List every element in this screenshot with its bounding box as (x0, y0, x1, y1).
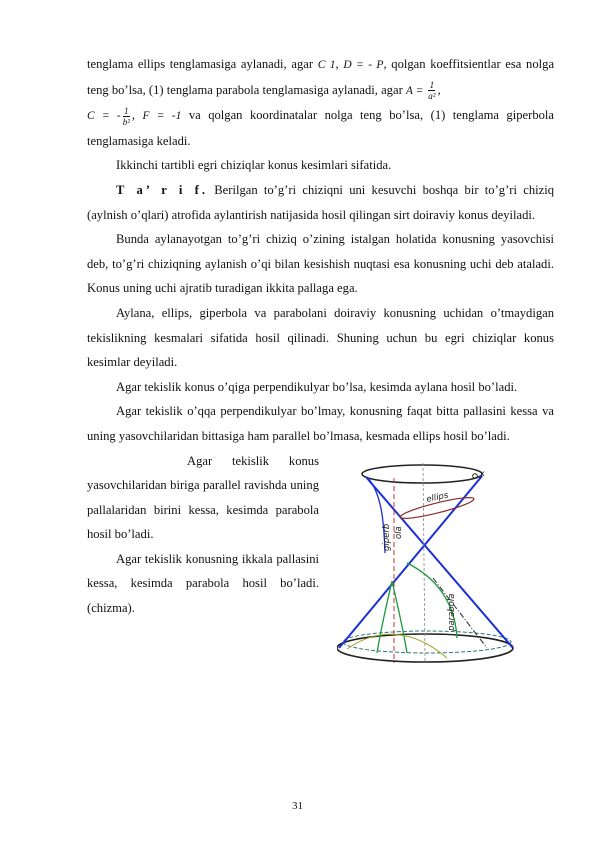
label-ellips: ellips (425, 490, 450, 505)
fraction-denominator: b² (122, 116, 130, 127)
figure-row (87, 449, 554, 679)
section-heading: Ikkinchi tartibli egri chiziqlar konus kesimlari sifatida. (116, 158, 392, 173)
label-parabola: parabola (447, 593, 457, 631)
text-segment: , (131, 108, 143, 123)
figure-text-column (87, 449, 319, 621)
paragraph-parabola: Agar tekislik konus yasovchilaridan biriga parallel ravishda uning pallalaridan birini kessa, kesimda parabola hosil bo’ladi. (87, 453, 319, 542)
fraction-numerator: 1 (429, 80, 435, 91)
text-segment: , (437, 82, 441, 97)
paragraph-circle: Agar tekislik konus o’qiga perpendikulyar bo’lsa, kesimda aylana hosil bo’ladi. (116, 379, 518, 394)
axis-x-label: x (480, 468, 485, 478)
math-f-equals-minus-1: F = -1 (142, 110, 182, 123)
math-d-equals-minus-p: D = - P (343, 59, 384, 71)
paragraph-equations (87, 52, 554, 153)
paragraph-cone-terms: Bunda aylanayotgan to’g’ri chiziq o’zining istalgan holatida konusning yasovchisi deb, to’g’ri chiziqning aylanish o’qi bilan kesishish nuqtasi esa konusning uchi deb ataladi. Konus uning uchi ajratib turadigan ikkita pallaga ega. (87, 232, 554, 296)
paragraph-conic-sections: Aylana, ellips, giperbola va parabolani doiraviy konusning uchidan o’tmaydigan tekislikning kesmalari sifatida hosil qilinadi. Shuning uchun bu egri chiziqlar konus kesimlar deyiladi. (87, 305, 554, 370)
math-c-equals-1: C 1 (317, 59, 336, 71)
math-a-equals: A = (405, 84, 427, 97)
double-cone-figure (337, 453, 522, 668)
page-content (87, 52, 554, 679)
fraction-1-over-a2 (428, 80, 435, 101)
cone-top-ellipse (362, 465, 482, 483)
fraction-denominator: a² (428, 91, 436, 102)
label-giperbola-part2: ola (394, 525, 404, 539)
text-segment: va qolgan koordinatalar nolga teng bo’lsa, (1) tenglama giperbola tenglamasiga keladi. (87, 108, 554, 148)
fraction-numerator: 1 (124, 105, 129, 116)
paragraph-ellipse: Agar tekislik o’qqa perpendikulyar bo’lmay, konusning faqat bitta pallasini kessa va uning yasovchilaridan bittasiga ham parallel bo’lmasa, kesmada ellips hosil bo’ladi. (87, 404, 554, 443)
math-c-equals: C = - (87, 110, 121, 123)
text-segment: , (335, 57, 344, 71)
definition-text: Berilgan to’g’ri chiziqni uni kesuvchi boshqa bir to’g’ri chiziq (aylnish o’qlari) atrofida aylantirish natijasida hosil qilingan sirt doiraviy konus deyiladi. (87, 182, 554, 222)
page-number: 31 (292, 800, 303, 812)
fraction-1-over-b2 (123, 106, 130, 127)
cone-generator-line-2 (339, 476, 482, 648)
hyperbola-lower-branch (377, 581, 407, 653)
label-giperbola-part1: giperb (382, 523, 392, 551)
definition-paragraph (87, 178, 554, 227)
text-segment: , qolgan koeffitsientlar esa nolga teng bo’lsa, (1) tenglama parabola tenglamasiga aylanadi, agar (87, 57, 555, 97)
text-segment: tenglama ellips tenglamasiga aylanadi, agar (87, 57, 318, 71)
paragraph-both-nappes: Agar tekislik konusning ikkala pallasini kessa, kesimda parabola hosil bo’ladi. (chizma). (87, 551, 319, 616)
definition-label: T a’ r i f. (116, 182, 209, 197)
